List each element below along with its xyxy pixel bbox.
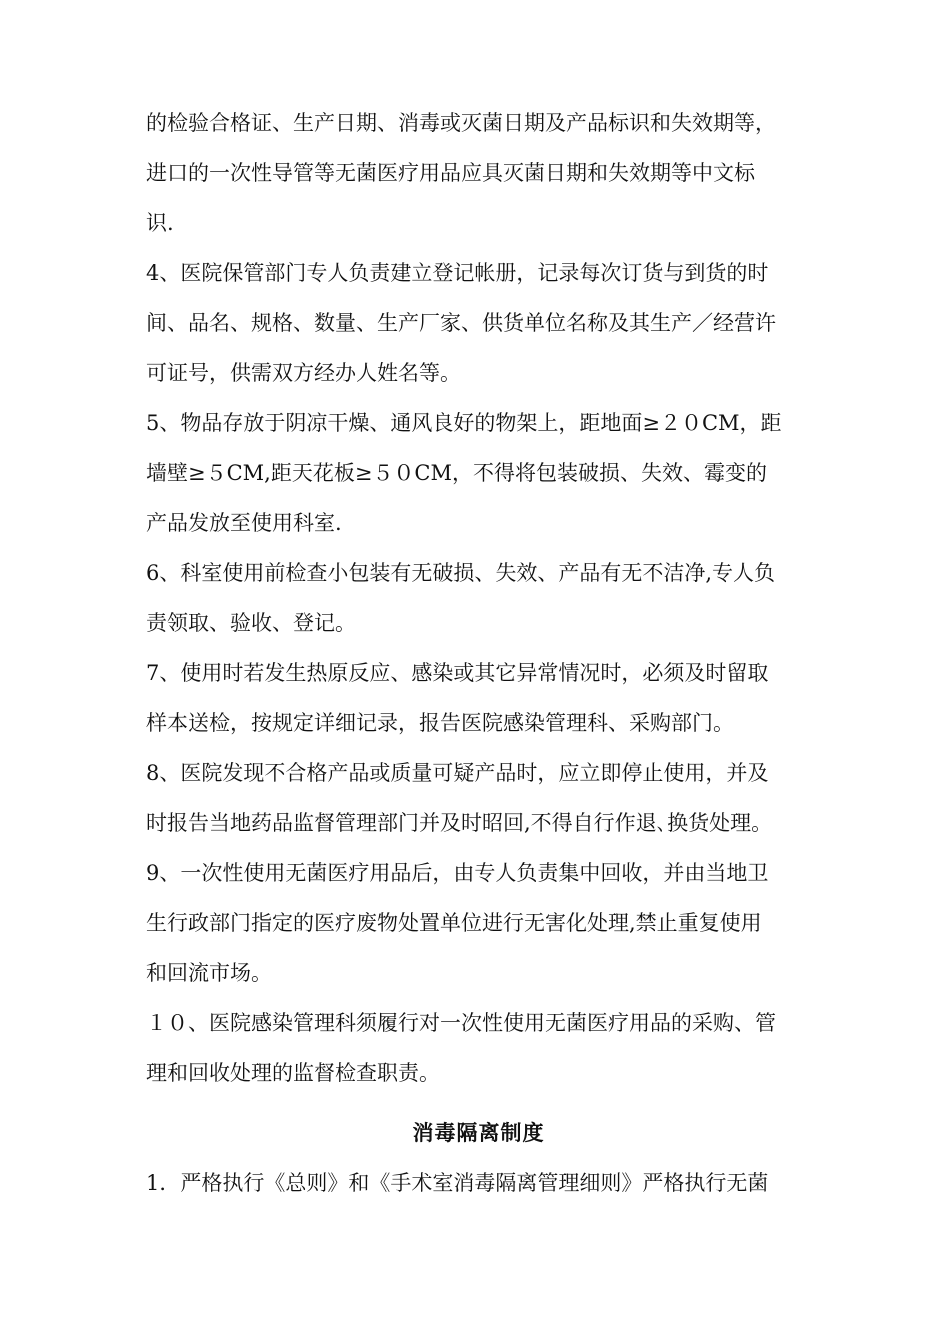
text-line: 时报告当地药品监督管理部门并及时昭回,不得自行作退､换货处理。 [146, 811, 773, 835]
document-body [146, 98, 811, 1208]
text-line: 9、一次性使用无菌医疗用品后，由专人负责集中回收，并由当地卫 [146, 861, 769, 885]
section-heading: 消毒隔离制度 [412, 1121, 545, 1145]
spacer [146, 1098, 811, 1108]
text-line: 墙壁≥５CM,距天花板≥５０CM，不得将包装破损、失效、霉变的 [146, 461, 768, 485]
text-line: 7、使用时若发生热原反应、感染或其它异常情况时，必须及时留取 [146, 661, 769, 685]
text-line: 可证号，供需双方经办人姓名等。 [146, 361, 461, 385]
text-line: 责领取、验收、登记。 [146, 611, 356, 635]
text-line: １０、医院感染管理科须履行对一次性使用无菌医疗用品的采购、管 [146, 1011, 776, 1035]
text-line: 间、品名、规格、数量、生产厂家、供货单位名称及其生产／经营许 [146, 311, 776, 335]
text-line: 样本送检，按规定详细记录，报告医院感染管理科、采购部门。 [146, 711, 734, 735]
text-line: 1．严格执行《总则》和《手术室消毒隔离管理细则》严格执行无菌 [146, 1171, 769, 1195]
text-line: 6、科室使用前检查小包装有无破损、失效、产品有无不洁净,专人负 [146, 561, 776, 585]
text-line: 5、物品存放于阴凉干燥、通风良好的物架上，距地面≥２０CM，距 [146, 411, 782, 435]
text-line: 和回流市场。 [146, 961, 272, 985]
text-line: 4、医院保管部门专人负责建立登记帐册，记录每次订货与到货的时 [146, 261, 769, 285]
text-line: 识. [146, 211, 174, 235]
text-line: 进口的一次性导管等无菌医疗用品应具灭菌日期和失效期等中文标 [146, 161, 755, 185]
text-line: 理和回收处理的监督检查职责。 [146, 1061, 440, 1085]
text-line: 的检验合格证、生产日期、消毒或灭菌日期及产品标识和失效期等， [146, 111, 776, 135]
text-line: 生行政部门指定的医疗废物处置单位进行无害化处理,禁止重复使用 [146, 911, 762, 935]
text-line: 8、医院发现不合格产品或质量可疑产品时，应立即停止使用，并及 [146, 761, 769, 785]
text-line: 产品发放至使用科室. [146, 511, 342, 535]
